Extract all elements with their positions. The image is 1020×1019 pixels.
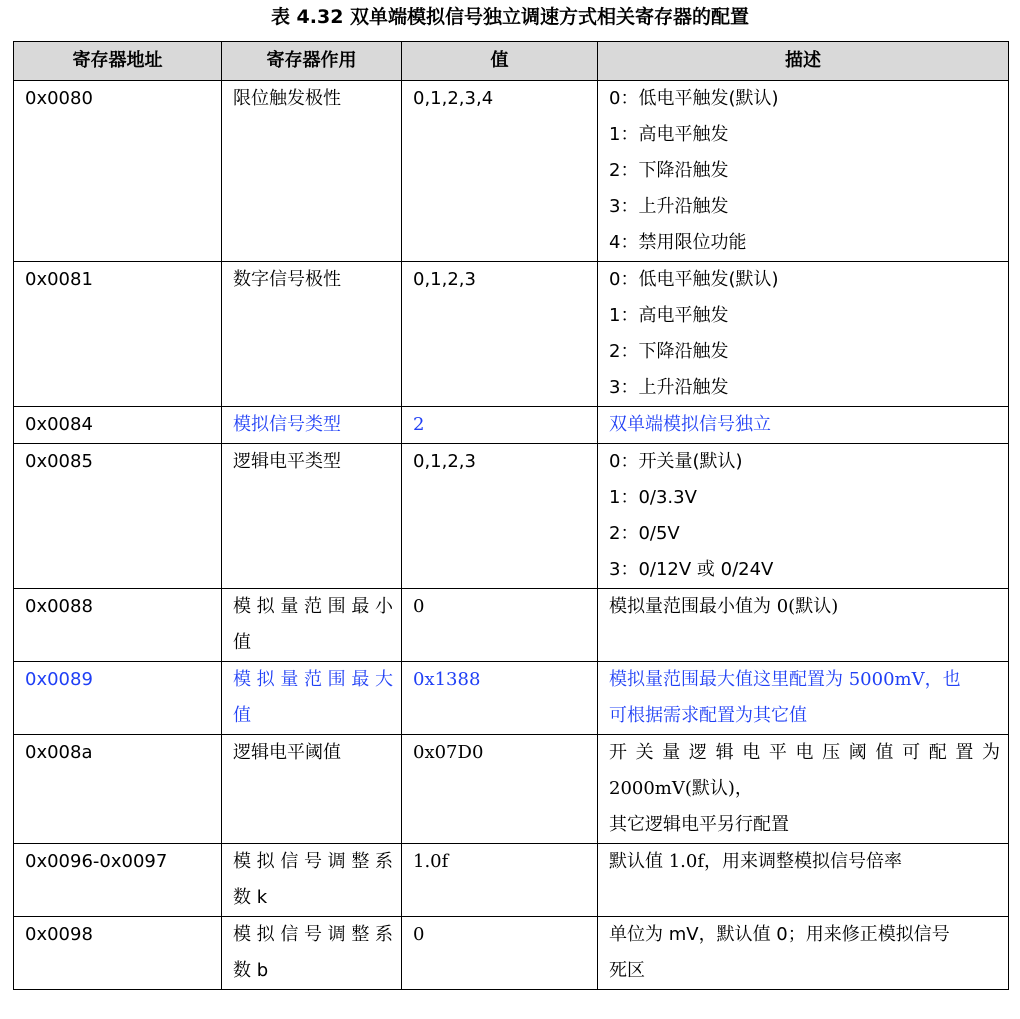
description-line: 可根据需求配置为其它值 bbox=[609, 705, 807, 726]
cell-address: 0x008a bbox=[14, 735, 222, 844]
table-row bbox=[14, 407, 1009, 444]
cell-address: 0x0098 bbox=[14, 917, 222, 990]
description-line: 1：高电平触发 bbox=[609, 305, 729, 326]
cell-description bbox=[598, 589, 1009, 662]
header-row bbox=[14, 42, 1009, 81]
cell-value: 0x1388 bbox=[402, 662, 598, 735]
table-row bbox=[14, 262, 1009, 407]
function-line: 数 k bbox=[233, 887, 268, 908]
description-line: 模拟量范围最大值这里配置为 5000mV，也 bbox=[609, 669, 961, 690]
cell-description bbox=[598, 81, 1009, 262]
table-row bbox=[14, 917, 1009, 990]
cell-value: 0 bbox=[402, 917, 598, 990]
cell-value: 0,1,2,3 bbox=[402, 444, 598, 589]
register-table bbox=[13, 41, 1009, 990]
header-description: 描述 bbox=[598, 42, 1009, 81]
description-line: 2：下降沿触发 bbox=[609, 341, 729, 362]
table-row bbox=[14, 589, 1009, 662]
description-line: 开关量逻辑电平电压阈值可配置为 bbox=[609, 742, 1000, 763]
table-row bbox=[14, 844, 1009, 917]
cell-function bbox=[222, 589, 402, 662]
cell-function bbox=[222, 407, 402, 444]
description-line: 0：低电平触发(默认) bbox=[609, 88, 779, 109]
cell-function bbox=[222, 735, 402, 844]
cell-description bbox=[598, 262, 1009, 407]
description-line: 单位为 mV，默认值 0；用来修正模拟信号 bbox=[609, 924, 950, 945]
description-line: 双单端模拟信号独立 bbox=[609, 414, 771, 435]
function-line: 模拟信号调整系 bbox=[233, 924, 393, 945]
cell-function bbox=[222, 81, 402, 262]
description-line: 3：上升沿触发 bbox=[609, 377, 729, 398]
cell-description bbox=[598, 444, 1009, 589]
description-line: 2：0/5V bbox=[609, 523, 680, 544]
description-line: 1：高电平触发 bbox=[609, 124, 729, 145]
cell-address: 0x0096-0x0097 bbox=[14, 844, 222, 917]
function-line: 逻辑电平类型 bbox=[233, 451, 341, 472]
description-line: 其它逻辑电平另行配置 bbox=[609, 814, 789, 835]
table-row bbox=[14, 662, 1009, 735]
cell-address: 0x0084 bbox=[14, 407, 222, 444]
function-line: 限位触发极性 bbox=[233, 88, 341, 109]
description-line: 4：禁用限位功能 bbox=[609, 232, 747, 253]
cell-description bbox=[598, 735, 1009, 844]
header-address: 寄存器地址 bbox=[14, 42, 222, 81]
description-line: 0：低电平触发(默认) bbox=[609, 269, 779, 290]
header-value: 值 bbox=[402, 42, 598, 81]
header-function: 寄存器作用 bbox=[222, 42, 402, 81]
cell-function bbox=[222, 444, 402, 589]
cell-function bbox=[222, 844, 402, 917]
cell-value: 2 bbox=[402, 407, 598, 444]
cell-address: 0x0081 bbox=[14, 262, 222, 407]
description-line: 2：下降沿触发 bbox=[609, 160, 729, 181]
description-line: 默认值 1.0f，用来调整模拟信号倍率 bbox=[609, 851, 903, 872]
cell-value: 1.0f bbox=[402, 844, 598, 917]
table-row bbox=[14, 81, 1009, 262]
cell-value: 0,1,2,3,4 bbox=[402, 81, 598, 262]
function-line: 模拟量范围最大 bbox=[233, 669, 393, 690]
description-line: 2000mV(默认)， bbox=[609, 778, 753, 799]
description-line: 模拟量范围最小值为 0(默认) bbox=[609, 596, 839, 617]
cell-function bbox=[222, 262, 402, 407]
function-line: 逻辑电平阈值 bbox=[233, 742, 341, 763]
cell-value: 0x07D0 bbox=[402, 735, 598, 844]
cell-address: 0x0080 bbox=[14, 81, 222, 262]
table-row bbox=[14, 735, 1009, 844]
cell-function bbox=[222, 917, 402, 990]
cell-description bbox=[598, 407, 1009, 444]
description-line: 0：开关量(默认) bbox=[609, 451, 743, 472]
table-caption: 表 4.32 双单端模拟信号独立调速方式相关寄存器的配置 bbox=[270, 6, 750, 28]
description-line: 3：0/12V 或 0/24V bbox=[609, 559, 774, 580]
function-line: 模拟信号调整系 bbox=[233, 851, 393, 872]
function-line: 值 bbox=[233, 632, 251, 653]
description-line: 死区 bbox=[609, 960, 645, 981]
cell-address: 0x0089 bbox=[14, 662, 222, 735]
function-line: 模拟信号类型 bbox=[233, 414, 341, 435]
function-line: 模拟量范围最小 bbox=[233, 596, 393, 617]
function-line: 数 b bbox=[233, 960, 269, 981]
cell-description bbox=[598, 917, 1009, 990]
description-line: 3：上升沿触发 bbox=[609, 196, 729, 217]
cell-description bbox=[598, 662, 1009, 735]
description-line: 1：0/3.3V bbox=[609, 487, 697, 508]
function-line: 值 bbox=[233, 705, 251, 726]
cell-address: 0x0085 bbox=[14, 444, 222, 589]
cell-function bbox=[222, 662, 402, 735]
cell-address: 0x0088 bbox=[14, 589, 222, 662]
cell-value: 0 bbox=[402, 589, 598, 662]
function-line: 数字信号极性 bbox=[233, 269, 341, 290]
cell-value: 0,1,2,3 bbox=[402, 262, 598, 407]
table-row bbox=[14, 444, 1009, 589]
cell-description bbox=[598, 844, 1009, 917]
